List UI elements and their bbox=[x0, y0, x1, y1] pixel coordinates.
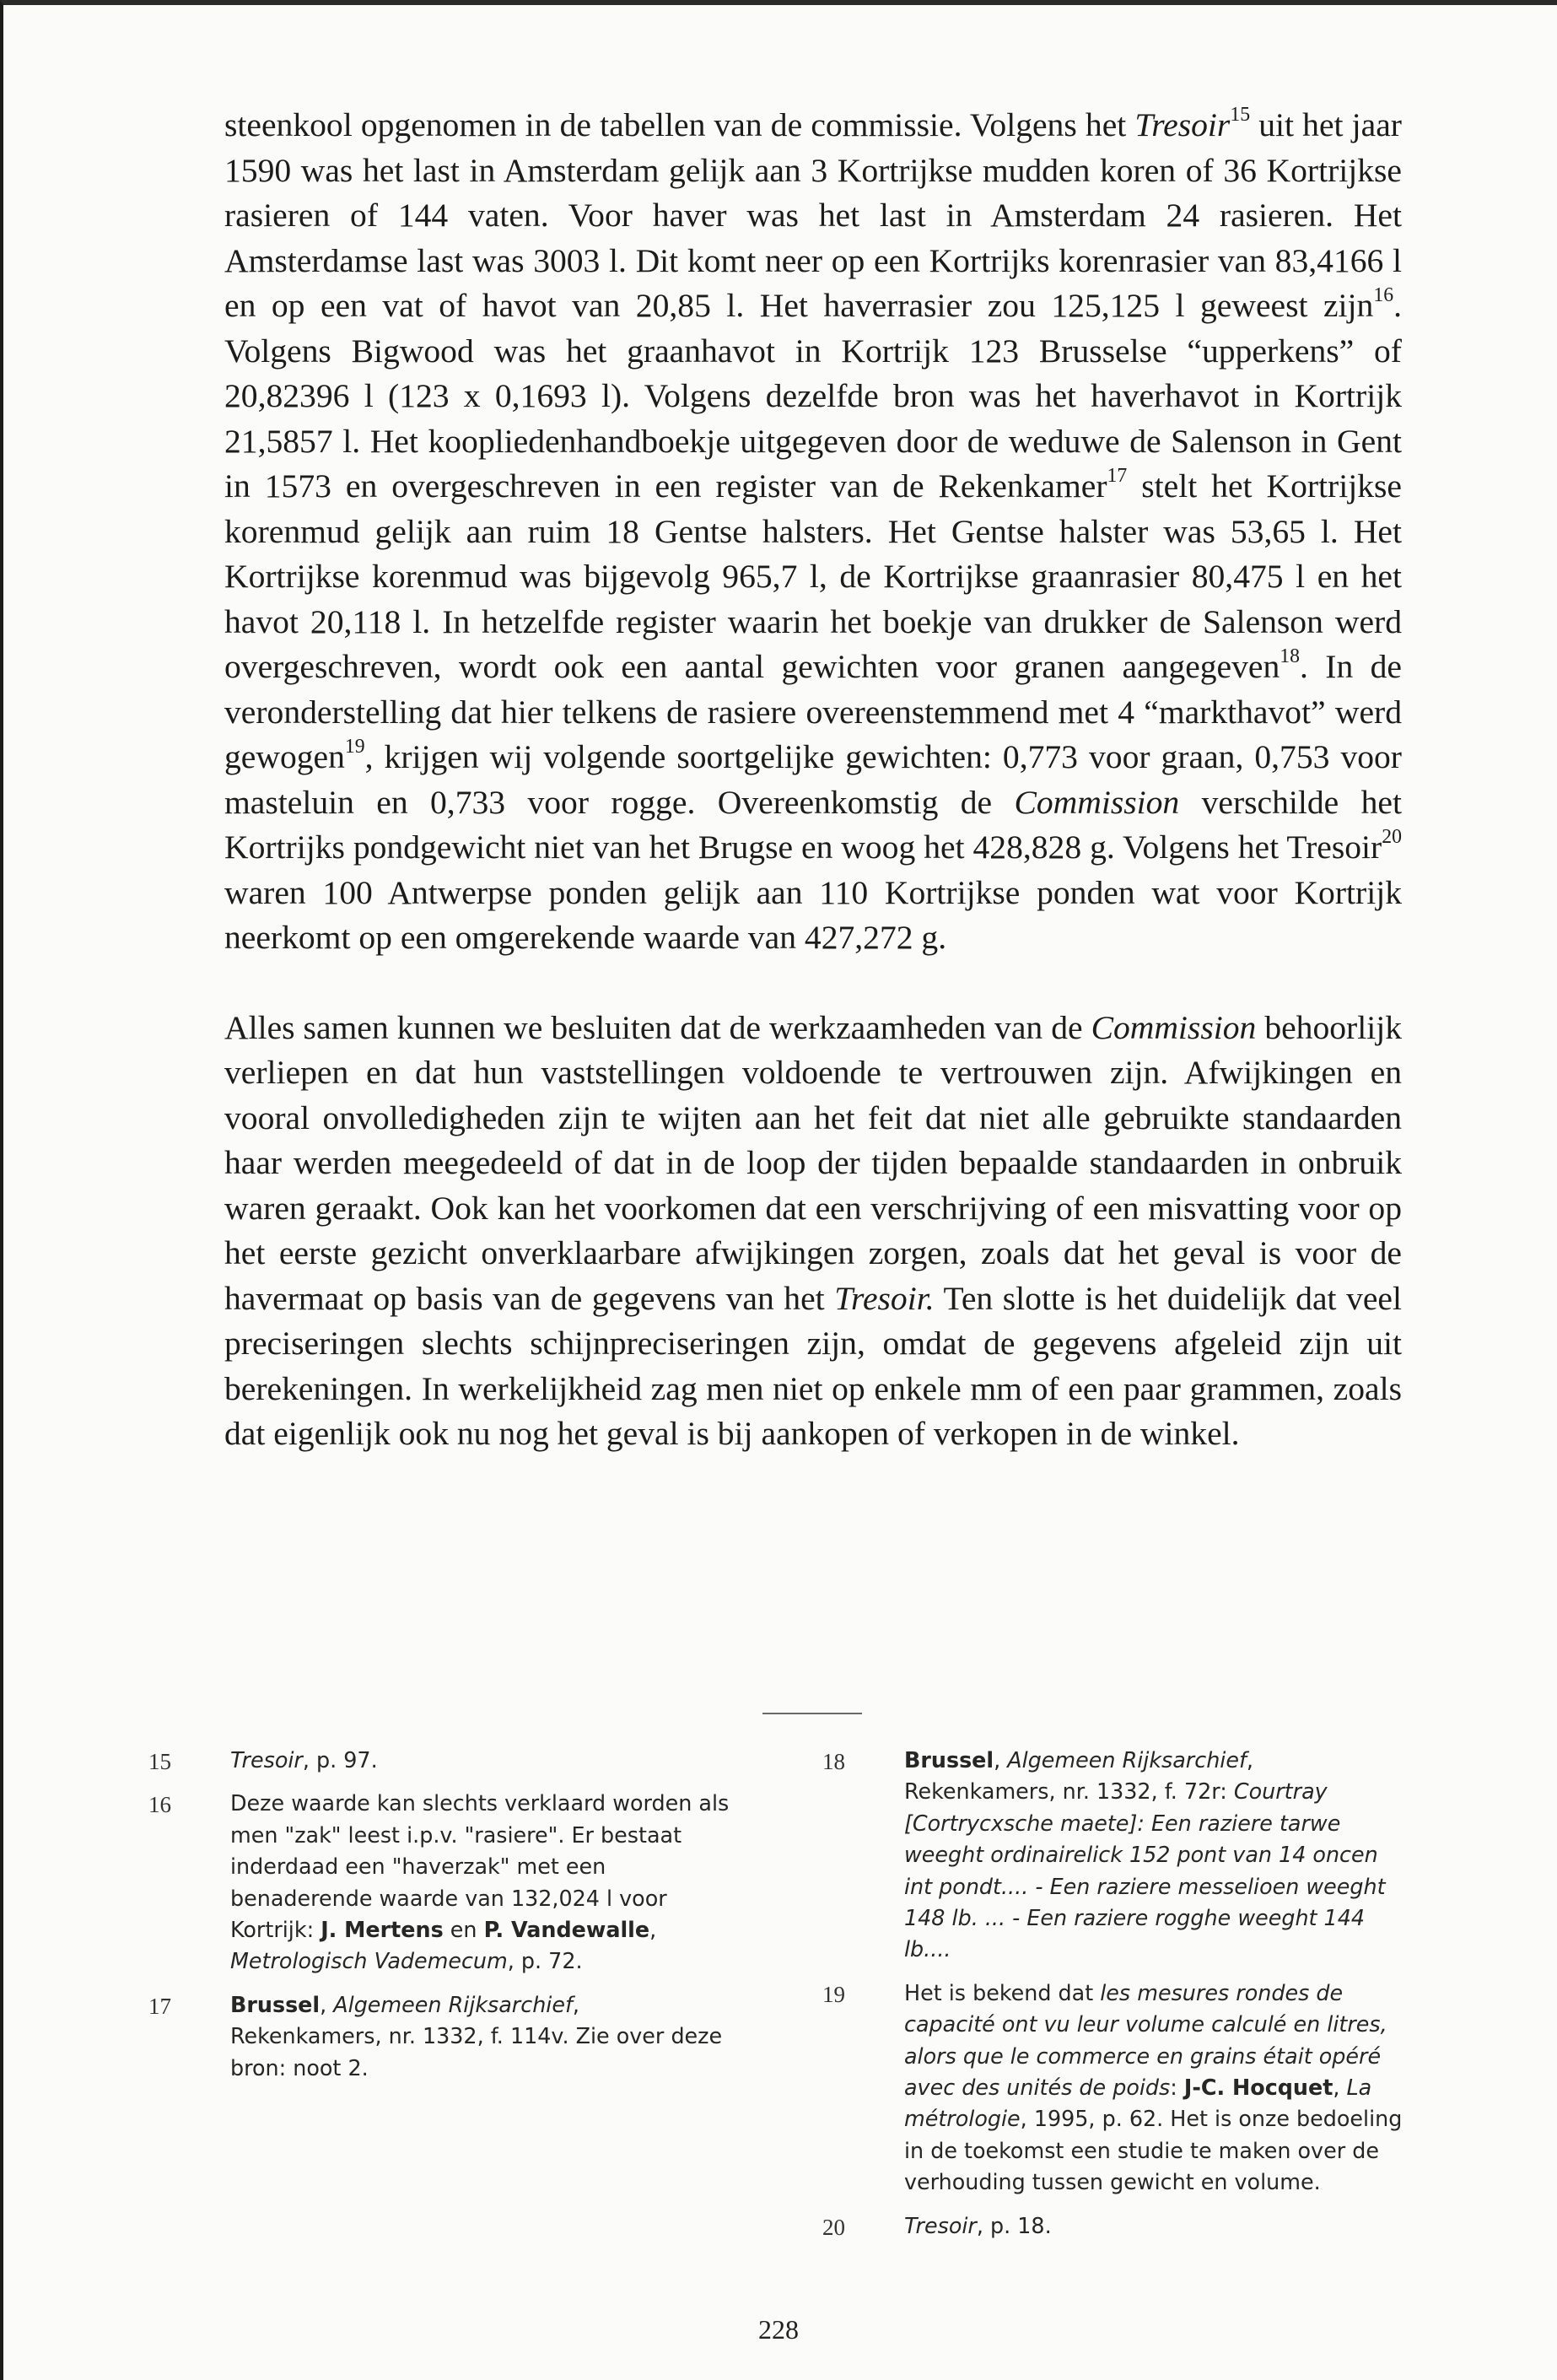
footnote-number: 17 bbox=[148, 1993, 171, 2019]
main-text bbox=[224, 103, 1402, 1457]
footnote-17: 17 Brussel, Algemeen Rijksarchief, Rekenkamers, nr. 1332, f. 114v. Zie over deze bron: noot 2. bbox=[148, 1991, 723, 2080]
footnote-ref-17[interactable]: 17 bbox=[1107, 465, 1128, 488]
footnote-20: 20 Tresoir, p. 18. bbox=[822, 2210, 1404, 2242]
footnote-number: 19 bbox=[822, 1981, 845, 2007]
footnote-number: 16 bbox=[148, 1792, 171, 1818]
paragraph-2: Alles samen kunnen we besluiten dat de werkzaamheden van de Commission behoorlijk verliepen en dat hun vaststellingen voldoende te vertrouwen zijn. Afwijkingen en vooral onvolledigheden zijn te wijten aan het feit dat niet alle gebruikte standaarden haar werden meegedeeld of dat in de loop der tijden bepaalde standaarden in onbruik waren geraakt. Ook kan het voorkomen dat een verschrijving of een misvatting voor op het eerste gezicht onverklaarbare afwijkingen zorgen, zoals dat het geval is voor de havermaat op basis van de gegevens van het Tresoir. Ten slotte is het duidelijk dat veel preciseringen slechts schijnpreciseringen zijn, omdat de gegevens afgeleid zijn uit berekeningen. In werkelijkheid zag men niet op enkele mm of een paar grammen, zoals dat eigenlijk ook nu nog het geval is bij aankopen of verkopen in de winkel. bbox=[224, 1008, 1402, 1452]
footnote-ref-15[interactable]: 15 bbox=[1230, 104, 1251, 127]
paragraph-1: steenkool opgenomen in de tabellen van de commissie. Volgens het Tresoir$^{15}$ uit het jaar 1590 was het last in Amsterdam gelijk aan 3 Kortrijkse mudden koren of 36 Kortrijkse rasieren of 144 vaten. Voor haver was het last in Amsterdam 24 rasieren. Het Amsterdamse last was 3003 l. Dit komt neer op een Kortrijks korenrasier van 83,4166 l en op een vat of havot van 20,85 l. Het haverrasier zou 125,125 l geweest zijn$^{16}$. Volgens Bigwood was het graanhavot in Kortrijk 123 Brusselse “upperkens” of 20,82396 l (123 x 0,1693 l). Volgens dezelfde bron was het haverhavot in Kortrijk 21,5857 l. Het koopliedenhandboekje uitgegeven door de weduwe de Salenson in Gent in 1573 en overgeschreven in een register van de Rekenkamer$^{17}$ stelt het Kortrijkse korenmud gelijk aan ruim 18 Gentse halsters. Het Gentse halster was 53,65 l. Het Kortrijkse korenmud was bijgevolg 965,7 l, de Kortrijkse graanrasier 80,475 l en het havot 20,118 l. In hetzelfde register waarin het boekje van drukker de Salenson werd overgeschreven, wordt ook een aantal gewichten voor granen aangegeven$^{18}$. In de veronderstelling dat hier telkens de rasiere overeenstemmend met 4 “markthavot” werd gewogen$^{19}$, krijgen wij volgende soortgelijke gewichten: 0,773 voor graan, 0,753 voor masteluin en 0,733 voor rogge. Overeenkomstig de Commission verschilde het Kortrijks pondgewicht niet van het Brugse en woog het 428,828 g. Volgens het Tresoir$^{20}$ waren 100 Antwerpse ponden gelijk aan 110 Kortrijkse ponden wat voor Kortrijk neerkomt op een omgerekende waarde van 427,272 g. bbox=[224, 104, 1403, 956]
footnote-15: 15 Tresoir, p. 97. bbox=[148, 1745, 730, 1776]
footnote-number: 20 bbox=[822, 2214, 845, 2240]
footnote-ref-16[interactable]: 16 bbox=[1373, 284, 1394, 307]
footnote-ref-19[interactable]: 19 bbox=[344, 736, 365, 758]
page-number: 228 bbox=[758, 2314, 799, 2345]
footnotes-right-column bbox=[822, 1745, 1404, 2253]
footnote-ref-20[interactable]: 20 bbox=[1382, 826, 1402, 849]
footnote-ref-18[interactable]: 18 bbox=[1280, 645, 1301, 668]
footnotes-left-column bbox=[148, 1745, 730, 2096]
footnote-16: 16 Deze waarde kan slechts verklaard worden als men "zak" leest i.p.v. "rasiere". Er bestaat inderdaad een "haverzak" met een benaderende waarde van 132,024 l voor Kortrijk: J. Mertens en P. Vandewalle, Metrologisch Vademecum, p. 72. bbox=[148, 1790, 730, 1974]
footnote-separator bbox=[762, 1713, 862, 1714]
footnote-18: 18 Brussel, Algemeen Rijksarchief, Rekenkamers, nr. 1332, f. 72r: Courtray [Cortrycxsche maete]: Een raziere tarwe weeght ordinairelick 152 pont van 14 oncen int pondt.... - Een raziere messelioen weeght 148 lb. ... - Een raziere rogghe weeght 144 lb.... bbox=[822, 1747, 1386, 1962]
footnote-19: 19 Het is bekend dat les mesures rondes de capacité ont vu leur volume calculé en litres, alors que le commerce en grains était opéré avec des unités de poids: J-C. Hocquet, La métrologie, 1995, p. 62. Het is onze bedoeling in de toekomst een studie te maken over de verhouding tussen gewicht en volume. bbox=[822, 1979, 1403, 2195]
footnote-number: 18 bbox=[822, 1749, 845, 1774]
footnote-number: 15 bbox=[148, 1749, 171, 1774]
